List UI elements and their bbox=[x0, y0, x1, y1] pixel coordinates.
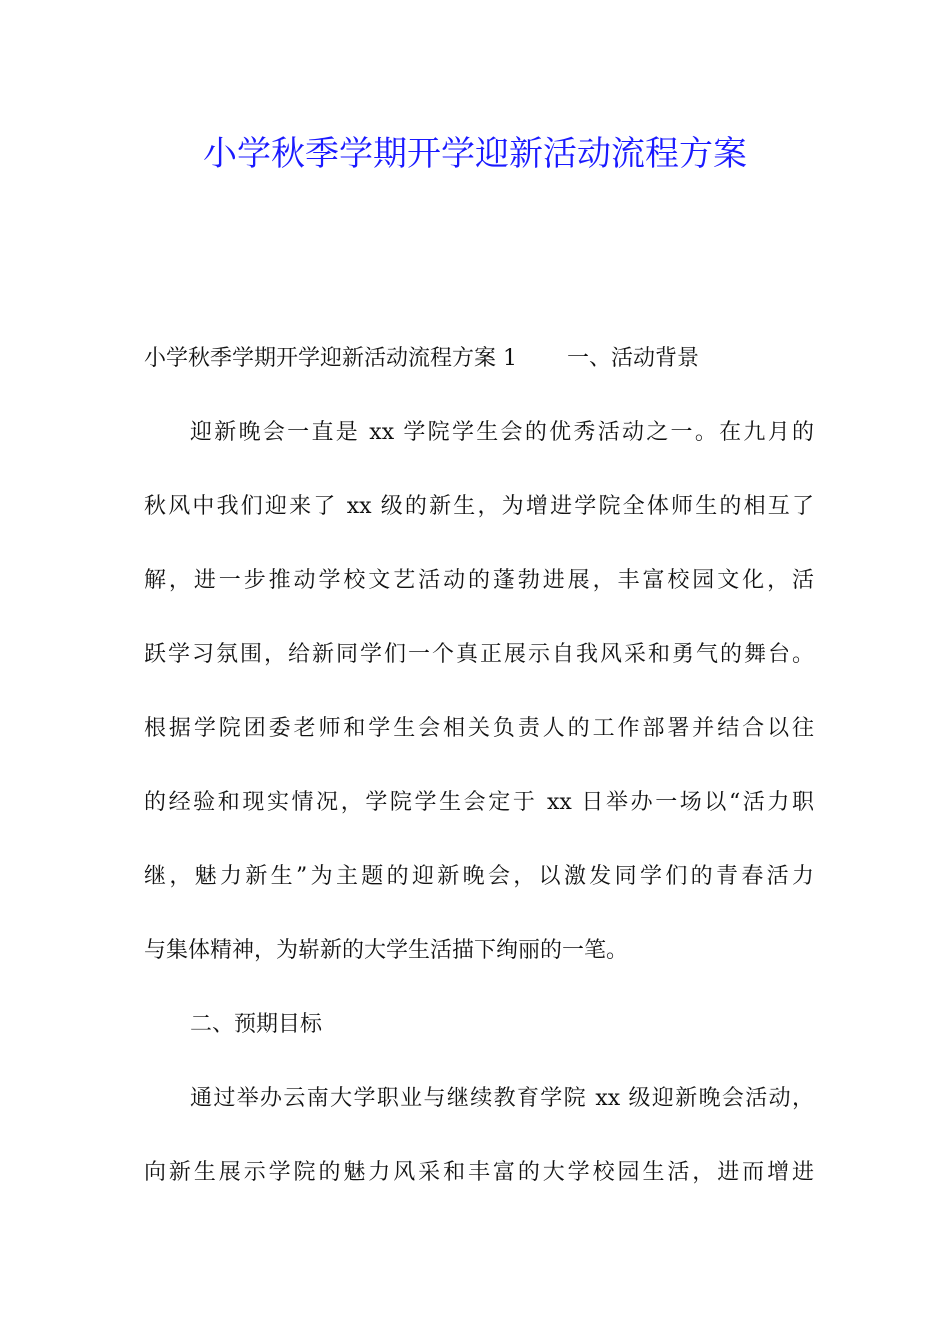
document-body bbox=[144, 341, 814, 1229]
paragraph-line: 与集体精神，为崭新的大学生活描下绚丽的一笔。 bbox=[144, 938, 629, 963]
section-one-heading: 一、活动背景 bbox=[567, 346, 700, 371]
paragraph-line: 秋风中我们迎来了 xx 级的新生，为增进学院全体师生的相互了 bbox=[144, 494, 814, 519]
heading-line bbox=[144, 341, 814, 415]
paragraph-line: 向新生展示学院的魅力风采和丰富的大学校园生活，进而增进 bbox=[144, 1160, 814, 1185]
paragraph-line: 根据学院团委老师和学生会相关负责人的工作部署并结合以往 bbox=[144, 716, 814, 741]
paragraph-line: 继，魅力新生”为主题的迎新晚会，以激发同学们的青春活力 bbox=[144, 864, 814, 889]
paragraph-line: 通过举办云南大学职业与继续教育学院 xx 级迎新晚会活动， bbox=[190, 1086, 814, 1111]
document-title: 小学秋季学期开学迎新活动流程方案 bbox=[203, 134, 747, 174]
paragraph-line: 的经验和现实情况，学院学生会定于 xx 日举办一场以“活力职 bbox=[144, 790, 814, 815]
paragraph-line: 解，进一步推动学校文艺活动的蓬勃进展，丰富校园文化，活 bbox=[144, 568, 814, 593]
doc-name-heading: 小学秋季学期开学迎新活动流程方案 1 bbox=[144, 346, 517, 371]
paragraph-line: 迎新晚会一直是 xx 学院学生会的优秀活动之一。在九月的 bbox=[190, 420, 814, 445]
section-two-heading: 二、预期目标 bbox=[190, 1012, 323, 1037]
paragraph-line: 跃学习氛围，给新同学们一个真正展示自我风采和勇气的舞台。 bbox=[144, 642, 814, 667]
